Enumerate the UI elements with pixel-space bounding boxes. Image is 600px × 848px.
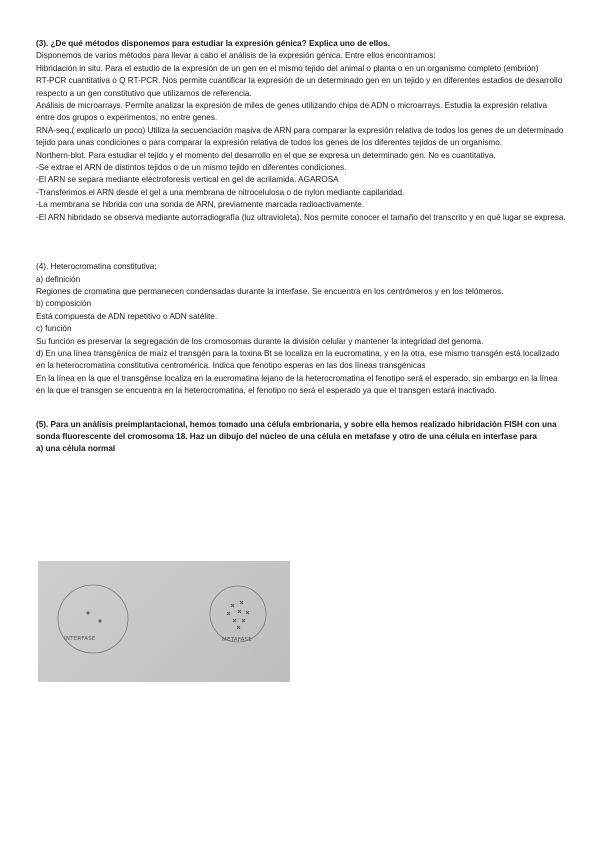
q4-line: Regiones de cromatina que permanecen condensadas durante la interfase. Se encuentra en los centrómeros y en los telómeros. [36, 286, 504, 296]
q3-line: -El ARN hibridado se observa mediante autorradiografía (luz ultravioleta). Nos permite conocer el tamaño del transcrito y en qué lugar se expresa. [36, 212, 566, 222]
section-gap [36, 398, 566, 419]
interfase-nucleus [58, 585, 128, 653]
q4-line: c) función [36, 324, 72, 334]
q4-line: En la línea en la que el transgénse localiza en la eucromatina lejano de la heterocromatina el fenotipo será el esperado, sin embargo en la línea en la que el transgen se encuentra en la heterocromatina, el fenotipo no será el esperado ya que el transgen estará inactivado. [36, 373, 558, 396]
q5-title: (5). Para un análisis preimplantacional, hemos tomado una célula embrionaria, y sobre ella hemos realizado hibridación FISH con una sonda fluorescente del cromosoma 18. Haz un dibujo del núcleo de una célula en metafase y otro de una célula en interfase para [36, 419, 557, 441]
q4-line: Su función es preservar la segregación de los cromosomas durante la división celular y mantener la integridad del genoma. [36, 336, 484, 346]
q4-line: b) composición [36, 299, 92, 309]
q5-subtitle: a) una célula normal [36, 444, 116, 454]
q3-line: Northern-blot. Para estudiar el tejido y el momento del desarrollo en el que se expresa un determinado gen. No es cuantitativa. [36, 150, 496, 160]
q3-title: (3). ¿De qué métodos disponemos para estudiar la expresión génica? Explica uno de ellos. [36, 39, 390, 48]
q3-line: -La membrana se hibrida con una sonda de ARN, previamente marcada radioactivamente. [36, 200, 365, 210]
q3-line: RNA-seq.( explicarlo un poco) Utiliza la secuenciación masiva de ARN para comparar la expresión relativa de todos los genes de un determinado tejido para unas condiciones o para comparar la expresión relativa de todos los genes de los diferentes tejidos de un organismo. [36, 125, 564, 148]
chromosome-marks [227, 601, 249, 629]
q3-line: RT-PCR cuantitativa o Q RT-PCR. Nos permite cuantificar la expresión de un determinado gen en un tejido y en diferentes estadios de desarrollo respecto a un gen constitutivo que utilizamos de referencia. [36, 76, 563, 98]
q4-title: (4). Heterocromatina constitutiva: [36, 262, 157, 272]
hand-drawing-photo [38, 561, 290, 682]
q4-line: Está compuesta de ADN repetitivo o ADN satélite. [36, 311, 218, 321]
nucleus-sketches [38, 561, 290, 682]
q3-line: Disponemos de varios métodos para llevar a cabo el análisis de la expresión génica. Entre ellos encontramos: [36, 51, 436, 61]
q4-line: d) En una línea transgénica de maíz el transgén para la toxina Bt se localiza en la eucromatina, y en la otra, ese mismo transgén está localizado en la heterocromatina constitutiva centromérica. Indica que fenotipo esperas en las dos líneas transgénicas [36, 348, 560, 371]
q3-line: -Transferimos el ARN desde el gel a una membrana de nitrocelulosa o de nylon mediante capilaridad. [36, 187, 405, 197]
q3-line: Hibridación in situ. Para el estudio de la expresión de un gen en el mismo tejido del animal o planta o en un organismo completo (embrión) [36, 63, 539, 73]
q3-line: -Se extrae el ARN de distintos tejidos o de un mismo tejido en diferentes condiciones. [36, 163, 347, 173]
document-page [36, 38, 566, 456]
fish-signal [86, 611, 89, 614]
metafase-label: METAFASE [222, 637, 252, 643]
q3-line: Análisis de microarrays. Permite analizar la expresión de miles de genes utilizando chips de ADN o microarrays. Estudia la expresión relativa entre dos grupos o experimentos, no entre genes. [36, 101, 548, 123]
metafase-nucleus [210, 586, 266, 642]
interfase-label: INTERFASE [64, 636, 96, 642]
q4-line: a) definición [36, 274, 81, 284]
fish-signal [98, 619, 101, 622]
q3-line: -El ARN se separa mediante electroforesis vertical en gel de acrilamida. AGAROSA [36, 175, 339, 185]
section-gap [36, 224, 566, 261]
